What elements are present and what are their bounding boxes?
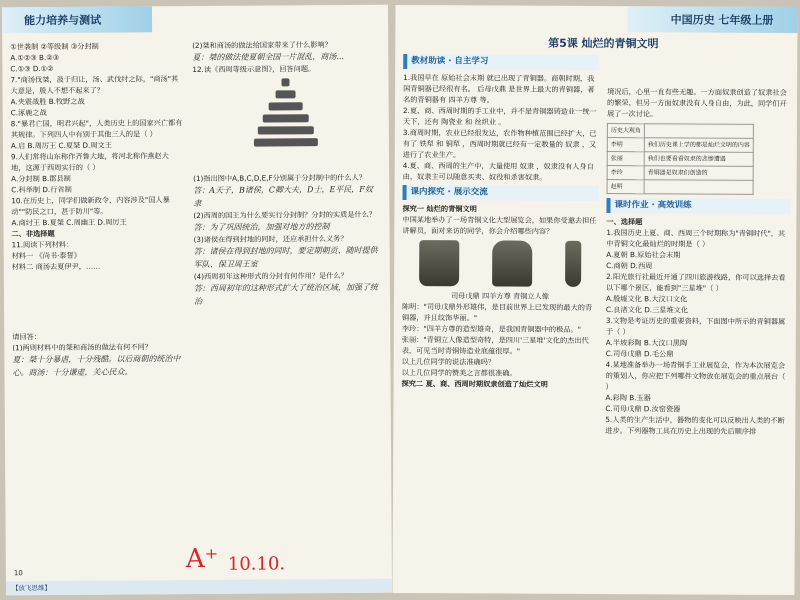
text-line: 11.阅读下列材料： [11,239,74,250]
diagram-tier [263,114,309,122]
text-line: A.启 B.周厉王 C.夏桀 D.周文王 [10,140,112,151]
text-line: 1.我国历史上夏、商、西周三个时期称为"青铜时代"，其中青铜文化最灿烂的时期是（ ） [606,228,786,249]
text-line: 4.夏、商、西周的生产中，大量使用 奴隶 ，奴隶没有人身自由，奴隶主可以随意买卖、奴役和杀害奴隶。 [402,160,594,182]
right-header-title: 中国历史 七年级上册 [670,13,774,27]
text-line: 1.我国早在 原始社会末期 就已出现了青铜器。商朝时期，我国青铜器已经很有名。 后母戊鼎 是世界上最大的青铜器，著名的青铜器有 四羊方尊 等。 [403,72,595,105]
text-line: C.①③ D.①② [10,63,54,74]
text-line: A.①②③ B.②③ [10,52,60,63]
text-line: 4.某地准备举办一场青铜手工业展览会，作为本次展览会的策划人，你应把下列哪件文物放在展览会的重点展台（ ） [605,360,786,392]
text-line: 请回答： [12,332,42,342]
text-line: C.司母戊鼎 D.毛公鼎 [605,349,674,359]
text-line: (2)桀和商汤的做法给国家带来了什么影响？ [192,40,332,51]
text-line: 3.文物是考证历史的重要资料，下面图中所示的青铜器属于（ ） [605,316,786,337]
text-line: A.商纣王 B.夏桀 C.周幽王 D.周厉王 [11,217,127,228]
text-line: (3)诸侯在得到封地的同时，还应承担什么义务？ [193,233,348,245]
text-line: 2.夏、商、西周时期的手工业中，并不是青铜器铸造业一统一天下，还有 陶瓷业 和 丝织业 。 [402,105,597,127]
text-line: 张丽："青铜立人像造型奇特，是四川'三星堆'文化的杰出代表，可见当时青铜铸造业底蕴很厚。" [401,334,589,356]
handwritten-answer: 夏：桀的做法使夏朝全国一片混乱，商汤... [192,51,344,63]
text-line: (1)两则材料中的桀和商汤的做法有何不同？ [12,342,152,353]
text-line: (1)指出图中A,B,C,D,E,F分别属于分封制中的什么人？ [193,172,367,184]
diagram-tier [254,138,318,146]
figure-bronze-standing-figure [565,241,581,287]
text-line: 陈明："司母戊鼎外形雄伟，是目前世界上已发现的最大的青铜器，并且纹饰华丽。" [401,301,593,323]
text-line: A.彩陶 B.玉器 [605,393,651,403]
text-line: A.半坡彩陶 B.大汶口黑陶 [605,338,688,348]
text-line: 2.阳光旅行社最近开通了四川旅游线路，你可以选择去看以下哪个景区，能看到"三星堆"（ ） [606,272,786,293]
section-heading: 二、非选择题 [11,228,55,239]
discussion-table [607,123,754,195]
text-line: 5.人类的生产生活中，器物的变化可以反映出人类的不断进步。下列器物工具在历史上出现的先后顺序排 [605,415,785,436]
table-cell [644,124,753,139]
handwritten-answer: 答：诸侯在得到封地的同时，要定期朝贡、随时提供军队、保卫周王室 [193,245,378,270]
table-cell: 我们也要看看奴隶的悲惨遭遇 [644,152,753,167]
diagram-tier [269,102,303,110]
text-line: (4)西周初年这种形式的分封有何作用？是什么？ [193,270,348,282]
figure-siyang-fangzun [492,240,532,286]
text-line: 材料二 商汤去夏伊尹，…… [11,261,101,272]
text-line: 探究二 夏、商、西周时期奴隶创造了灿烂文明 [401,378,548,389]
text-line: A.分封制 B.郡县制 [11,173,71,184]
text-line: 9.人们常将山东称作齐鲁大地，将河北称作燕赵大地，这源于西周实行的（ ） [10,151,169,173]
bronze-figures [402,240,598,287]
section-header-explore: 课内探究 · 展示交流 [403,185,599,201]
text-line: 李玲："四羊方尊的造型雄奇，是我国青铜器中的极品。" [401,323,581,334]
bronze-image [419,240,459,286]
text-line: C.涿鹿之战 [10,108,47,118]
text-line: C.科举制 D.行省制 [11,184,72,195]
grade-date: 10.10. [227,553,286,575]
lesson-title: 第5课 灿烂的青铜文明 [548,36,659,51]
table-cell: 张丽 [607,152,644,166]
section-header-preview: 教材助读 · 自主学习 [403,54,599,70]
right-column-2 [605,86,791,437]
text-line: 7."商汤伐桀，汲于归让，汤、武伐纣之际，"商汤"其大意是，殷人不想不起来了？ [10,74,179,96]
text-line: ①世袭制 ②等级制 ③分封制 [10,41,99,52]
text-line: 境况后，心里一直有些无趣。一方面奴隶创造了奴隶社会的繁荣，但另一方面奴隶没有人身自由，为此，同学们开展了一次讨论。 [606,87,787,119]
right-page [392,5,797,595]
text-line: 3.商周时期，农业已经很发达，农作物种植范围已经扩大，已有了 铁犁 和 铜犁 ，西周时期就已经有一定数量的 奴隶 ，又进行了农业生产。 [402,127,597,160]
text-line: (2)西周的国王为什么要实行分封制？分封的实质是什么？ [193,209,377,221]
left-page [2,5,392,596]
handwritten-answer: 答：为了巩固统治，加强对地方的控制 [193,222,330,233]
table-cell: 李明 [607,138,644,152]
table-cell: 李玲 [607,166,644,180]
text-line: 一、选择题 [606,217,643,227]
text-line: C.良渚文化 D.三星堆文化 [605,305,689,315]
text-line: 10.在历史上，同学们做新政令，内容涉及"国人暴动""防民之口，甚于防川"等。 [11,195,170,217]
text-line: 以上几位同学的赞美之言都很准确。 [401,367,517,378]
text-line: 材料一 《尚书·泰誓》 [11,250,81,261]
table-cell: 我们历史课上学的都是灿烂文明的内容 [644,138,753,153]
grade-mark: A⁺ [185,543,219,575]
handwritten-answer: 答：西周初年的这种形式扩大了统治区域，加强了统治 [193,282,378,307]
left-column-2 [192,39,380,308]
table-cell: 赵明 [607,180,644,194]
text-line: 以上几位同学的说法准确吗？ [401,356,496,367]
text-line: 中国某地举办了一场青铜文化大型展览会，如果你受邀去担任讲解员，面对来访的同学，你会介绍哪些内容？ [402,214,597,236]
bronze-image [565,241,581,287]
page-number: 10 [13,569,23,578]
text-line: C.司母戊鼎 D.汝窑瓷器 [605,404,681,414]
table-cell [644,180,753,195]
text-line: A.夏朝 B.原始社会末期 [606,250,681,260]
text-line: A.殷墟文化 B.大汶口文化 [605,294,688,304]
handwritten-answer: 答：A天子，B诸侯，C卿大夫，D士，E平民，F奴隶 [193,184,373,209]
text-line: 12.读《西周等级示意图》，回答问题。 [192,64,316,75]
diagram-tier [281,78,289,86]
section-header-homework: 课时作业 · 高效训练 [606,198,790,214]
text-line: 探究一 灿烂的青铜文明 [402,203,477,214]
bronze-image [492,240,532,286]
text-line: 8."暴君亡国，明君兴起"，人类历史上的国家兴亡都有其规律。下列四人中有别于其他三人的是（ ） [10,118,183,140]
left-column-1 [10,40,184,379]
left-footer: 【放飞思维】 [6,579,392,596]
figure-captions: 司母戊鼎 四羊方尊 青铜立人像 [450,291,550,301]
figure-simuwu-ding [419,240,459,286]
text-line: C.商朝 D.西周 [606,261,653,271]
table-cell: 历史大观角 [607,124,644,138]
diagram-tier [258,126,314,134]
left-header-title: 能力培养与测试 [24,13,102,28]
handwritten-answer: 夏：桀十分暴虐，十分残酷。以后商朝的统治中心。商汤：十分谦虚，关心民众。 [12,354,181,378]
diagram-tier [276,90,296,98]
zhou-hierarchy-diagram [253,78,318,168]
table-cell: 青铜器是奴隶们创造的 [644,166,753,181]
text-line: A.夹震战胜 B.牧野之战 [10,96,85,107]
